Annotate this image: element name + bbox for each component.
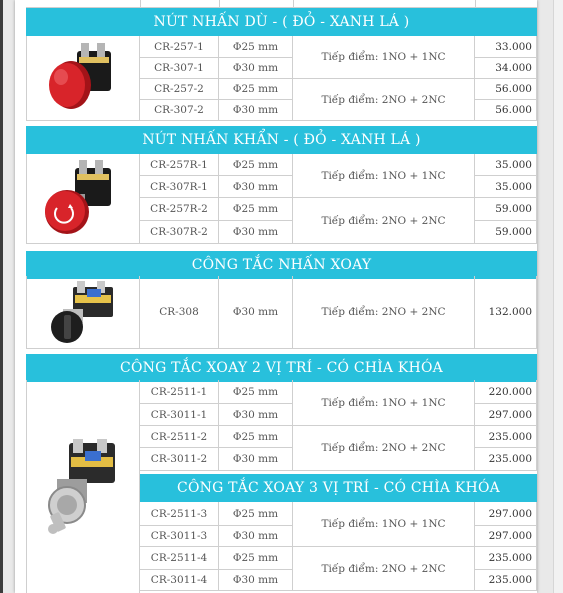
contact-spec: Tiếp điểm: 2NO + 2NC xyxy=(293,79,475,121)
price: 235.000 xyxy=(475,570,537,591)
product-code: CR-3011-3 xyxy=(140,526,219,547)
product-code: CR-308 xyxy=(140,276,219,349)
product-size: Φ30 mm xyxy=(219,58,293,79)
price-table xyxy=(26,0,537,593)
window-left-edge xyxy=(0,0,3,593)
product-code: CR-2511-1 xyxy=(140,380,219,404)
product-size: Φ30 mm xyxy=(219,276,293,349)
product-size: Φ30 mm xyxy=(219,176,293,198)
price: 235.000 xyxy=(475,426,537,448)
price: 235.000 xyxy=(475,448,537,471)
product-code: CR-307R-2 xyxy=(140,221,219,244)
price: 35.000 xyxy=(475,154,537,176)
product-size: Φ30 mm xyxy=(219,570,293,591)
product-code: CR-257R-1 xyxy=(140,154,219,176)
section-header: NÚT NHẤN DÙ - ( ĐỎ - XANH LÁ ) xyxy=(26,8,537,36)
product-size: Φ25 mm xyxy=(219,198,293,221)
product-size: Φ25 mm xyxy=(219,154,293,176)
document-page xyxy=(15,0,537,593)
product-size: Φ25 mm xyxy=(219,426,293,448)
product-image xyxy=(26,36,140,121)
product-size: Φ30 mm xyxy=(219,100,293,121)
product-size: Φ25 mm xyxy=(219,380,293,404)
product-code: CR-2511-2 xyxy=(140,426,219,448)
previous-table-rows xyxy=(26,0,537,8)
price: 35.000 xyxy=(475,176,537,198)
section-header: CÔNG TẮC XOAY 3 VỊ TRÍ - CÓ CHÌA KHÓA xyxy=(140,474,537,502)
key-selector-switch-icon xyxy=(41,439,125,535)
product-code: CR-257-1 xyxy=(140,36,219,58)
product-size: Φ25 mm xyxy=(219,547,293,570)
product-code: CR-307-2 xyxy=(140,100,219,121)
contact-spec: Tiếp điểm: 2NO + 2NC xyxy=(293,426,475,471)
section-header: CÔNG TẮC NHẤN XOAY xyxy=(26,251,537,279)
price: 297.000 xyxy=(475,502,537,526)
price: 56.000 xyxy=(475,100,537,121)
price: 34.000 xyxy=(475,58,537,79)
price: 220.000 xyxy=(475,380,537,404)
contact-spec: Tiếp điểm: 1NO + 1NC xyxy=(293,154,475,198)
price: 59.000 xyxy=(475,198,537,221)
mushroom-push-button-red-icon xyxy=(41,41,125,115)
emergency-stop-button-icon xyxy=(41,160,125,238)
product-size: Φ25 mm xyxy=(219,79,293,100)
price: 56.000 xyxy=(475,79,537,100)
product-size: Φ30 mm xyxy=(219,448,293,471)
section-header: CÔNG TẮC XOAY 2 VỊ TRÍ - CÓ CHÌA KHÓA xyxy=(26,354,537,382)
product-code: CR-2511-4 xyxy=(140,547,219,570)
product-code: CR-3011-2 xyxy=(140,448,219,471)
product-size: Φ25 mm xyxy=(219,36,293,58)
price: 59.000 xyxy=(475,221,537,244)
vertical-scrollbar[interactable] xyxy=(553,0,563,593)
product-code: CR-257-2 xyxy=(140,79,219,100)
contact-spec: Tiếp điểm: 1NO + 1NC xyxy=(293,380,475,426)
contact-spec: Tiếp điểm: 2NO + 2NC xyxy=(293,198,475,244)
price: 132.000 xyxy=(475,276,537,349)
price: 297.000 xyxy=(475,526,537,547)
product-image xyxy=(26,380,140,593)
product-code: CR-3011-4 xyxy=(140,570,219,591)
product-image xyxy=(26,276,140,349)
product-code: CR-2511-3 xyxy=(140,502,219,526)
product-image xyxy=(26,154,140,244)
price: 297.000 xyxy=(475,404,537,426)
product-code: CR-257R-2 xyxy=(140,198,219,221)
section-header: NÚT NHẤN KHẨN - ( ĐỎ - XANH LÁ ) xyxy=(26,126,537,154)
contact-spec: Tiếp điểm: 2NO + 2NC xyxy=(293,547,475,591)
contact-spec: Tiếp điểm: 2NO + 2NC xyxy=(293,276,475,349)
product-code: CR-307-1 xyxy=(140,58,219,79)
product-code: CR-3011-1 xyxy=(140,404,219,426)
selector-switch-black-icon xyxy=(43,279,123,345)
contact-spec: Tiếp điểm: 1NO + 1NC xyxy=(293,502,475,547)
product-size: Φ30 mm xyxy=(219,221,293,244)
price: 235.000 xyxy=(475,547,537,570)
product-size: Φ30 mm xyxy=(219,404,293,426)
contact-spec: Tiếp điểm: 1NO + 1NC xyxy=(293,36,475,79)
product-size: Φ25 mm xyxy=(219,502,293,526)
price: 33.000 xyxy=(475,36,537,58)
product-code: CR-307R-1 xyxy=(140,176,219,198)
product-size: Φ30 mm xyxy=(219,526,293,547)
